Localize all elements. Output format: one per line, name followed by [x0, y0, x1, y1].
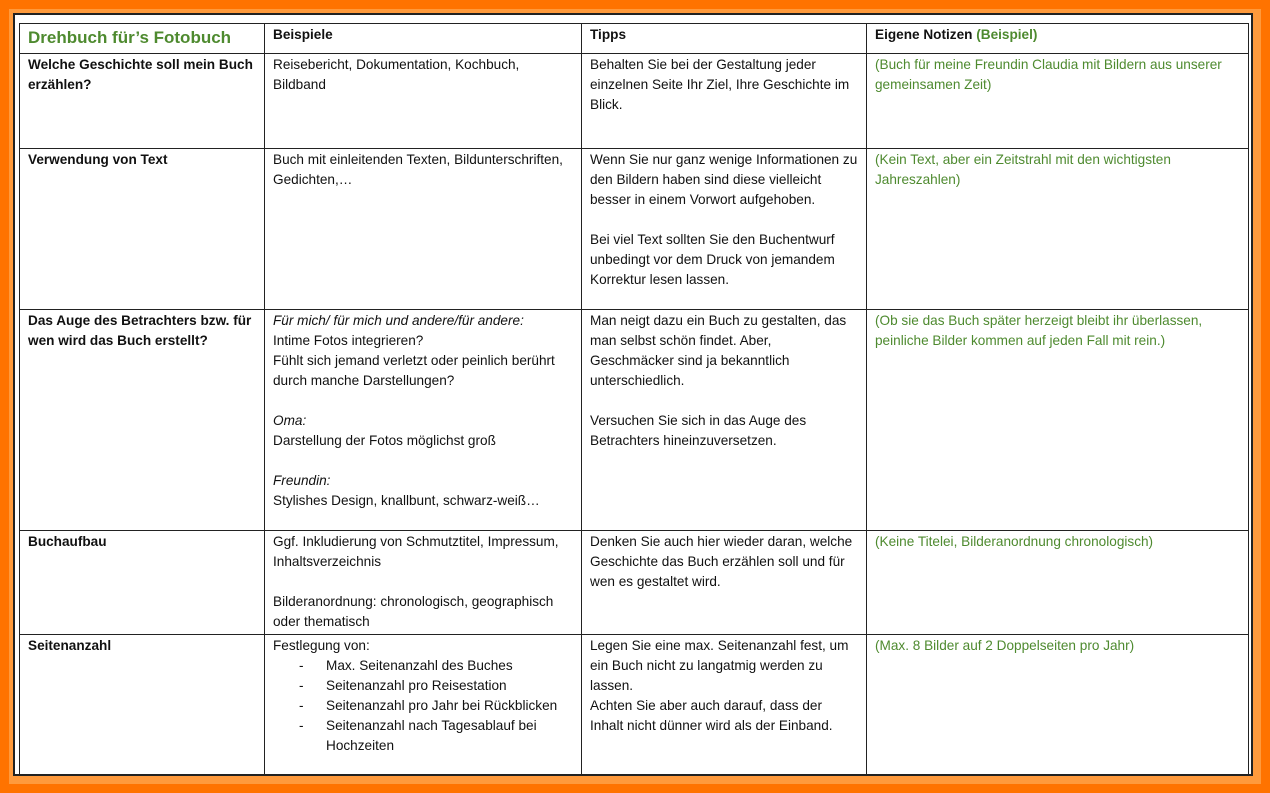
note-cell: (Keine Titelei, Bilderanordnung chronologisch)	[867, 531, 1249, 635]
example-paragraph: Ggf. Inkludierung von Schmutztitel, Impressum, Inhaltsverzeichnis	[273, 534, 559, 569]
note-cell: (Kein Text, aber ein Zeitstrahl mit den wichtigsten Jahreszahlen)	[867, 149, 1249, 310]
list-item: - Seitenanzahl pro Reisestation	[273, 676, 573, 696]
tip-cell: Behalten Sie bei der Gestaltung jeder einzelnen Seite Ihr Ziel, Ihre Geschichte im Blick.	[582, 54, 867, 149]
tip-paragraph: Man neigt dazu ein Buch zu gestalten, das man selbst schön findet. Aber, Geschmäcker sind ja bekanntlich unterschiedlich.	[590, 313, 847, 388]
tip-paragraph: Achten Sie aber auch darauf, dass der Inhalt nicht dünner wird als der Einband.	[590, 698, 833, 733]
example-paragraph: Bilderanordnung: chronologisch, geographisch oder thematisch	[273, 594, 554, 629]
example-question: Fühlt sich jemand verletzt oder peinlich berührt durch manche Darstellungen?	[273, 353, 555, 388]
example-intro: Für mich/ für mich und andere/für andere:	[273, 313, 524, 328]
tip-cell	[582, 149, 867, 310]
table-row	[20, 149, 1249, 310]
topic-cell: Seitenanzahl	[20, 635, 265, 775]
list-item: - Seitenanzahl nach Tagesablauf bei Hochzeiten	[273, 716, 573, 756]
header-tips: Tipps	[582, 24, 867, 54]
example-cell	[265, 531, 582, 635]
table-title: Drehbuch für’s Fotobuch	[28, 28, 232, 47]
example-text-oma: Darstellung der Fotos möglichst groß	[273, 433, 496, 448]
example-cell: Reisebericht, Dokumentation, Kochbuch, Bildband	[265, 54, 582, 149]
tip-paragraph: Wenn Sie nur ganz wenige Informationen zu den Bildern haben sind diese vielleicht besser in einem Vorwort aufgehoben.	[590, 152, 858, 207]
header-notes-example: (Beispiel)	[976, 27, 1038, 42]
topic-cell: Verwendung von Text	[20, 149, 265, 310]
note-cell: (Ob sie das Buch später herzeigt bleibt ihr überlassen, peinliche Bilder kommen auf jeden Fall mit rein.)	[867, 310, 1249, 531]
table-row	[20, 531, 1249, 635]
header-notes-label: Eigene Notizen	[875, 27, 973, 42]
tip-cell	[582, 635, 867, 775]
topic-cell: Buchaufbau	[20, 531, 265, 635]
example-list	[273, 656, 573, 756]
header-examples: Beispiele	[265, 24, 582, 54]
table-row	[20, 310, 1249, 531]
tip-paragraph: Versuchen Sie sich in das Auge des Betrachters hineinzuversetzen.	[590, 413, 807, 448]
example-label-friend: Freundin:	[273, 473, 331, 488]
example-label-oma: Oma:	[273, 413, 307, 428]
example-cell: Buch mit einleitenden Texten, Bildunterschriften, Gedichten,…	[265, 149, 582, 310]
tip-paragraph: Bei viel Text sollten Sie den Buchentwurf unbedingt vor dem Druck von jemandem Korrektur lesen lassen.	[590, 232, 835, 287]
note-cell: (Max. 8 Bilder auf 2 Doppelseiten pro Jahr)	[867, 635, 1249, 775]
topic-cell: Welche Geschichte soll mein Buch erzählen?	[20, 54, 265, 149]
tip-cell: Denken Sie auch hier wieder daran, welche Geschichte das Buch erzählen soll und für wen es gestaltet wird.	[582, 531, 867, 635]
storyboard-table	[19, 23, 1249, 775]
table-title-cell	[20, 24, 265, 54]
tip-cell	[582, 310, 867, 531]
note-cell: (Buch für meine Freundin Claudia mit Bildern aus unserer gemeinsamen Zeit)	[867, 54, 1249, 149]
table-row	[20, 54, 1249, 149]
header-notes	[867, 24, 1249, 54]
example-cell	[265, 310, 582, 531]
example-text-friend: Stylishes Design, knallbunt, schwarz-weiß…	[273, 493, 540, 508]
list-item: - Seitenanzahl pro Jahr bei Rückblicken	[273, 696, 573, 716]
example-cell	[265, 635, 582, 775]
tip-paragraph: Legen Sie eine max. Seitenanzahl fest, um ein Buch nicht zu langatmig werden zu lassen.	[590, 638, 849, 693]
example-intro: Festlegung von:	[273, 638, 370, 653]
table-row	[20, 635, 1249, 775]
topic-cell: Das Auge des Betrachters bzw. für wen wird das Buch erstellt?	[20, 310, 265, 531]
header-row	[20, 24, 1249, 54]
example-question: Intime Fotos integrieren?	[273, 333, 424, 348]
list-item: - Max. Seitenanzahl des Buches	[273, 656, 573, 676]
